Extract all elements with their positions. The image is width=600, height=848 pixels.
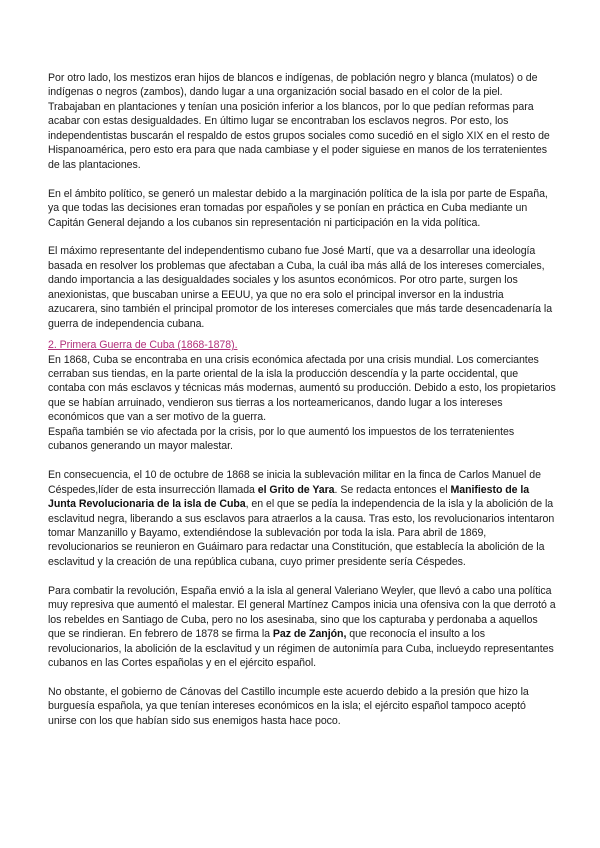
- paragraph-political-context: [48, 187, 556, 230]
- text-run: Para combatir la revolución, España envió a la isla al general Valeriano Weyler, que llevó a cabo una política muy represiva que aumentó el malestar. El general Martínez Campos inicia una ofensiva con la que derrotó a los rebeldes en Santiago de Cuba, pero no los asesinaba, sino que los capturaba y perdonaba a aquellos que se rindieran. En febrero de 1878 se firma la: [48, 584, 556, 641]
- text-run: que reconocía el insulto a los revolucionarios, la abolición de la esclavitud y un régimen de autonimía para Cuba, inclueydo representantes cubanos en las Cortes españolas y en el ejército español.: [48, 628, 554, 670]
- paragraph-canovas: [48, 685, 556, 728]
- text-run: En el ámbito político, se generó un malestar debido a la marginación política de la isla por parte de España, ya que todas las decisiones eran tomadas por españoles y se ponían en práctica en Cuba mediante un Capitán General dejando a los cubanos sin representación ni participación en la vida política.: [48, 187, 548, 229]
- paragraph-grito-de-yara: [48, 468, 556, 569]
- text-run: España también se vio afectada por la crisis, por lo que aumentó los impuestos de los terratenientes cubanos generando un mayor malestar.: [48, 425, 515, 453]
- text-run: En 1868, Cuba se encontraba en una crisis económica afectada por una crisis mundial. Los comerciantes cerraban sus tiendas, en la parte oriental de la isla la producción descendía y la parte occidental, que contaba con más esclavos y técnicas más modernas, aumentó su producción. Debido a esto, los propietarios que se habían arruinado, vendieron sus tierras a los norteamericanos, dando lugar a los intereses económicos que van a ser motivo de la guerra.: [48, 353, 556, 424]
- paragraph-jose-marti: [48, 244, 556, 331]
- document-body: [48, 71, 556, 743]
- bold-term-grito-de-yara: el Grito de Yara: [257, 483, 335, 496]
- text-run: En consecuencia, el 10 de octubre de 1868 se inicia la sublevación militar en la finca de Carlos Manuel de Céspedes,líder de esta insurrección llamada: [48, 469, 541, 496]
- text-run: No obstante, el gobierno de Cánovas del Castillo incumple este acuerdo debido a la presión que hizo la burguesía española, ya que tenían intereses económicos en la isla; el ejército español tampoco aceptó unirse con los que habían sido sus enemigos hasta hace poco.: [48, 685, 529, 727]
- spacer: [48, 331, 556, 338]
- text-run: El máximo representante del independentismo cubano fue José Martí, que va a desarrollar una ideología basada en resolver los problemas que afectaban a Cuba, la cuál iba más allá de los intereses comerciales, dando importancia a las desigualdades sociales y los asuntos económicos. Por otro parte, surgen los anexionistas, que buscaban unirse a EEUU, ya que no era solo el principal inversor en la industria azucarera, sino también el principal promotor de los intereses comerciales que más tarde desencadenaría la guerra de independencia cubana.: [48, 245, 553, 330]
- bold-term-paz-de-zanjon: Paz de Zanjón,: [272, 628, 347, 641]
- paragraph-social-groups: [48, 71, 556, 172]
- text-run: , en el que se pedía la independencia de la isla y la abolición de la esclavitud negra, liberando a sus esclavos para atraerlos a la causa. Tras esto, los revolucionarios intentaron tomar Manzanillo y Bayamo, extendiéndose la sublevación por toda la isla. Para abril de 1869, revolucionarios se reunieron en Guáimaro para redactar una Constitución, que establecía la abolición de la esclavitud y la creación de una república cubana, cuyo primer presidente sería Céspedes.: [48, 498, 555, 568]
- paragraph-crisis-1868: [48, 353, 556, 425]
- text-run: Por otro lado, los mestizos eran hijos de blancos e indígenas, de población negro y blanca (mulatos) o de indígenas o negros (zambos), dando lugar a una organización social basado en el color de la piel. Trabajaban en plantaciones y tenían una posición inferior a los blancos, por lo que pedían reformas para acabar con estas desigualdades. En último lugar se encontraban los esclavos negros. Por esto, los independentistas buscarán el respaldo de estos grupos sociales como sucedió en el siglo XIX en el resto de Hispanoamérica, pero esto era para que nada cambiase y el poder siguiese en manos de los terratenientes de las plantaciones.: [48, 72, 550, 171]
- paragraph-spain-taxes: [48, 425, 556, 454]
- text-run: . Se redacta entonces el: [334, 483, 451, 496]
- bold-term-manifiesto: Manifiesto de la Junta Revolucionaria de la isla de Cuba: [48, 483, 530, 511]
- paragraph-weyler-zanjon: [48, 584, 556, 671]
- section-heading: 2. Primera Guerra de Cuba (1868-1878).: [48, 339, 238, 352]
